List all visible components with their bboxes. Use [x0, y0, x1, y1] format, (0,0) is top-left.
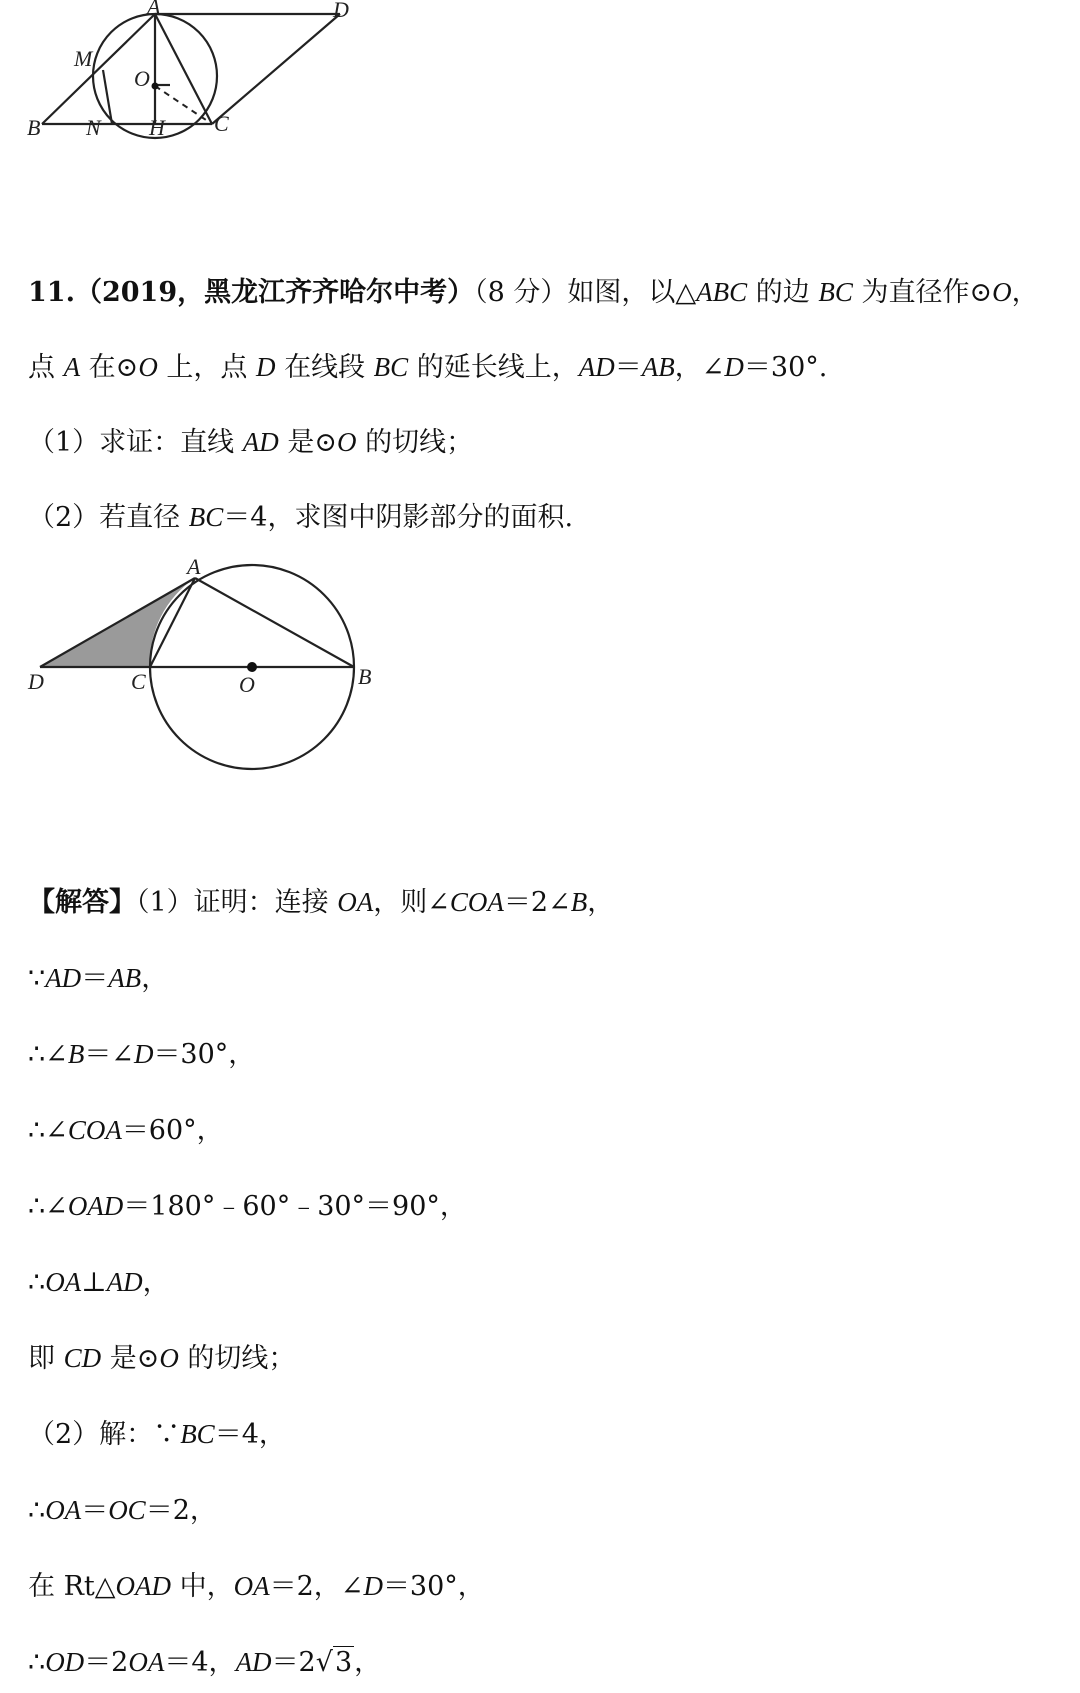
label-b: B [27, 115, 41, 140]
solution-line-6: ∴OA⊥AD， [28, 1267, 170, 1298]
label-o-2: O [239, 672, 255, 697]
label-m: M [74, 46, 93, 71]
problem-source: （2019，黑龙江齐齐哈尔中考） [74, 277, 475, 308]
label-b-2: B [358, 664, 372, 689]
sqrt-sign: √ [315, 1647, 333, 1678]
solution-line-8: （2）解：∵BC＝4， [28, 1419, 286, 1450]
segment-ab [195, 578, 354, 667]
label-c: C [214, 111, 229, 136]
solution-line-7: 即 CD 是⊙O 的切线； [28, 1343, 296, 1374]
sqrt-expression [316, 1643, 354, 1683]
solution-line-1: 【解答】（1）证明：连接 OA，则∠COA＝2∠B， [28, 887, 615, 918]
problem-line-1: 11.（2019，黑龙江齐齐哈尔中考）（8 分）如图，以△ABC 的边 BC 为直径作⊙O， [28, 277, 1039, 308]
sqrt-radicand: 3 [334, 1647, 353, 1678]
segment-ac [155, 14, 212, 124]
solution-line-2: ∵AD＝AB， [28, 963, 169, 994]
question-2: （2）若直径 BC＝4，求图中阴影部分的面积. [28, 502, 574, 533]
problem-line-2: 点 A 在⊙O 上，点 D 在线段 BC 的延长线上，AD＝AB，∠D＝30°. [28, 352, 828, 383]
solution-line-5: ∴∠OAD＝180°﹣60°﹣30°＝90°， [28, 1191, 467, 1222]
label-c-2: C [131, 669, 146, 694]
label-a: A [147, 0, 161, 19]
solution-line-11: ∴OD＝2OA＝4，AD＝2√3， [28, 1642, 1068, 1683]
figure-tangent-circle [0, 550, 420, 790]
question-1: （1）求证：直线 AD 是⊙O 的切线； [28, 427, 474, 458]
solution-line-4: ∴∠COA＝60°， [28, 1115, 224, 1146]
problem-points: （8 分） [474, 277, 568, 308]
label-d-2: D [28, 669, 44, 694]
label-d: D [333, 0, 349, 22]
problem-number: 11. [28, 277, 75, 308]
label-h: H [149, 115, 165, 140]
label-a-2: A [187, 554, 201, 579]
solution-heading: 【解答】 [28, 887, 136, 918]
solution-line-9: ∴OA＝OC＝2， [28, 1495, 217, 1526]
figure-rhombus-circle [0, 0, 400, 160]
label-o: O [134, 66, 150, 91]
segment-dc [212, 14, 340, 124]
solution-line-3: ∴∠B＝∠D＝30°， [28, 1039, 256, 1070]
solution-line-10: 在 Rt△OAD 中，OA＝2，∠D＝30°， [28, 1571, 485, 1602]
label-n: N [86, 115, 101, 140]
center-dot-o-2 [247, 662, 257, 672]
center-dot-o [152, 83, 159, 90]
